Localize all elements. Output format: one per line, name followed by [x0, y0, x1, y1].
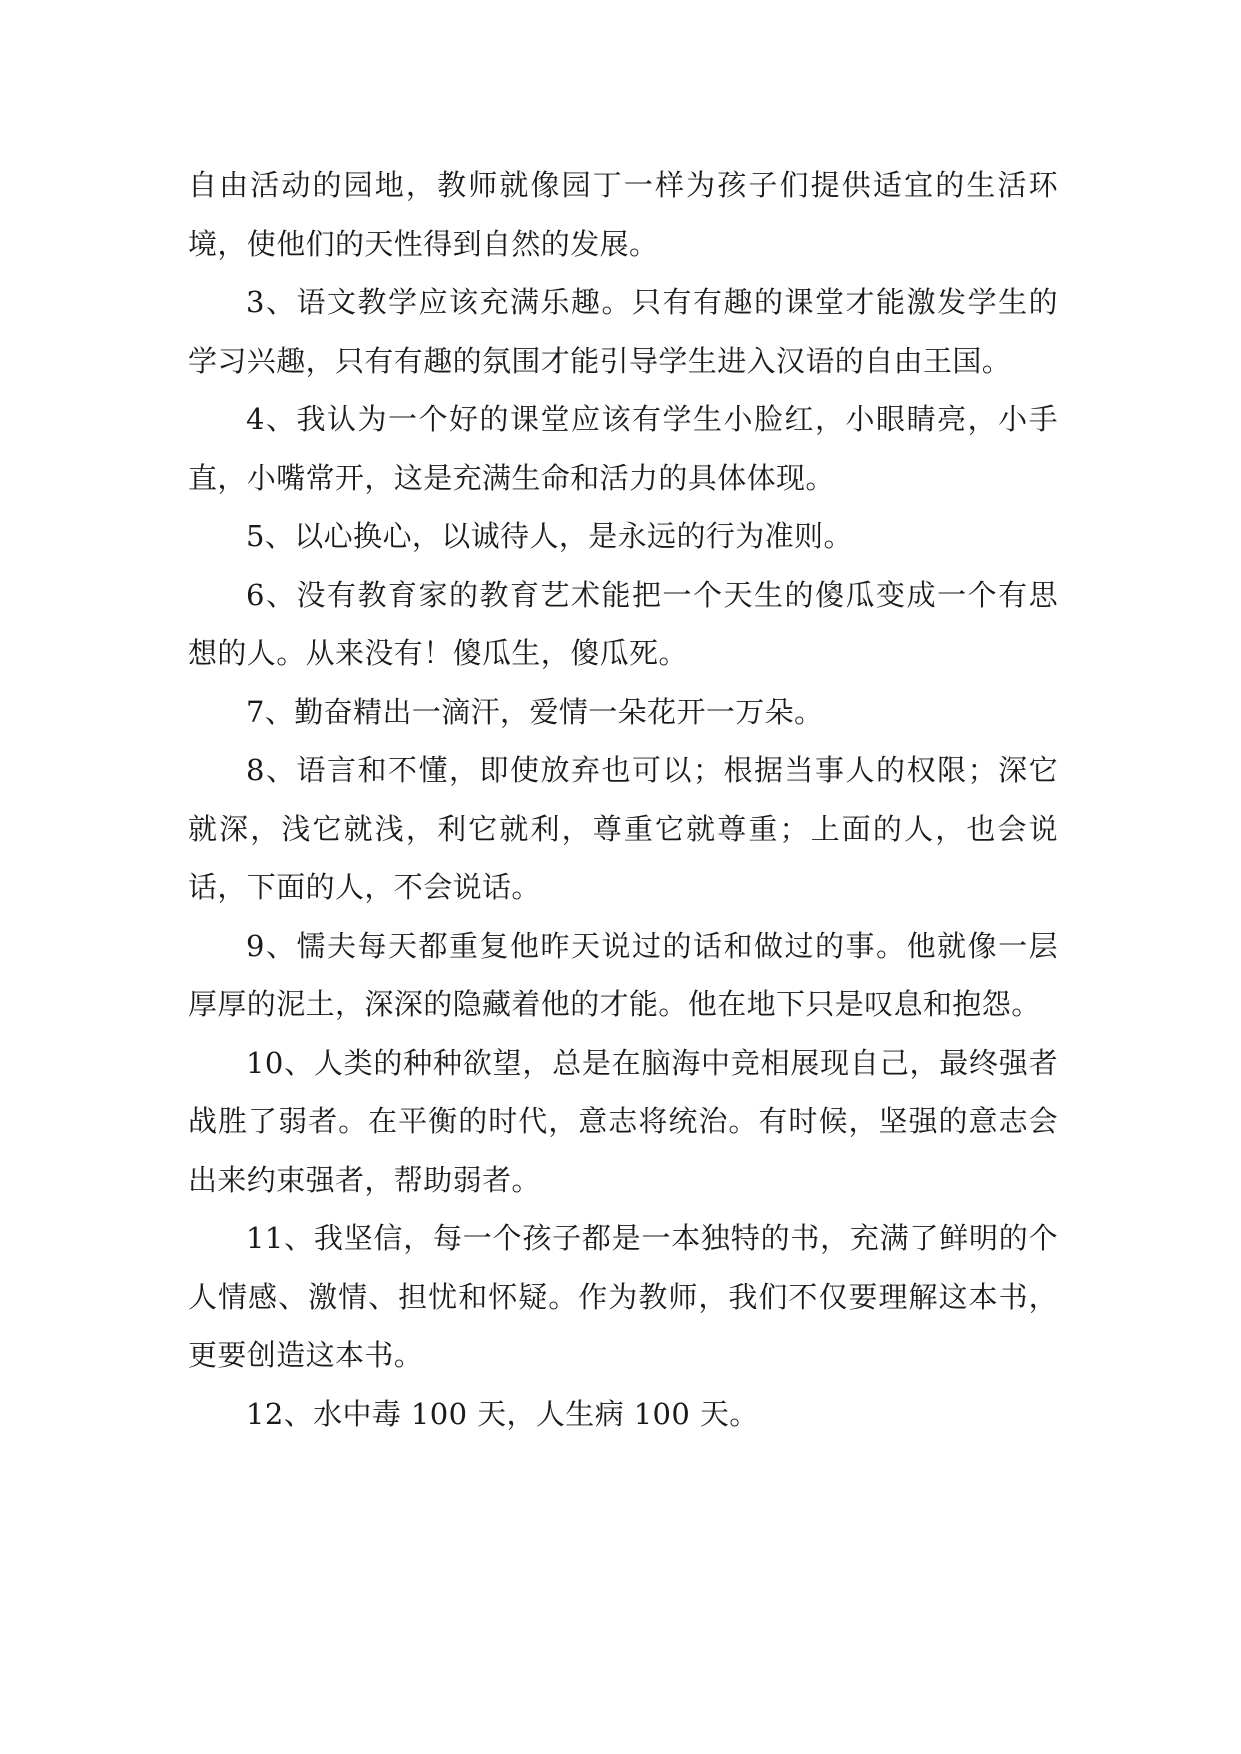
paragraph-11: 12、水中毒 100 天，人生病 100 天。: [246, 1396, 759, 1431]
paragraph-1: 自由活动的园地，教师就像园丁一样为孩子们提供适宜的生活环境，使他们的天性得到自然的发展。: [188, 168, 1058, 261]
paragraph-9: 10、人类的种种欲望，总是在脑海中竞相展现自己，最终强者战胜了弱者。在平衡的时代，意志将统治。有时候，坚强的意志会出来约束强者，帮助弱者。: [188, 1045, 1058, 1197]
document-body: [188, 156, 1058, 1443]
paragraph-10: 11、我坚信，每一个孩子都是一本独特的书，充满了鲜明的个人情感、激情、担忧和怀疑。作为教师，我们不仅要理解这本书，更要创造这本书。: [188, 1221, 1058, 1372]
paragraph-7: 8、语言和不懂，即使放弃也可以；根据当事人的权限；深它就深，浅它就浅，利它就利，尊重它就尊重；上面的人，也会说话，下面的人，不会说话。: [188, 753, 1058, 904]
paragraph-6: 7、勤奋精出一滴汗，爱情一朵花开一万朵。: [246, 694, 824, 729]
paragraph-2: 3、语文教学应该充满乐趣。只有有趣的课堂才能激发学生的学习兴趣，只有有趣的氛围才能引导学生进入汉语的自由王国。: [188, 285, 1058, 378]
paragraph-4: 5、以心换心，以诚待人，是永远的行为准则。: [246, 519, 853, 553]
paragraph-3: 4、我认为一个好的课堂应该有学生小脸红，小眼睛亮，小手直，小嘴常开，这是充满生命和活力的具体体现。: [188, 402, 1058, 495]
paragraph-8: 9、懦夫每天都重复他昨天说过的话和做过的事。他就像一层厚厚的泥土，深深的隐藏着他的才能。他在地下只是叹息和抱怨。: [188, 928, 1058, 1021]
paragraph-5: 6、没有教育家的教育艺术能把一个天生的傻瓜变成一个有思想的人。从来没有！傻瓜生，傻瓜死。: [188, 577, 1058, 670]
